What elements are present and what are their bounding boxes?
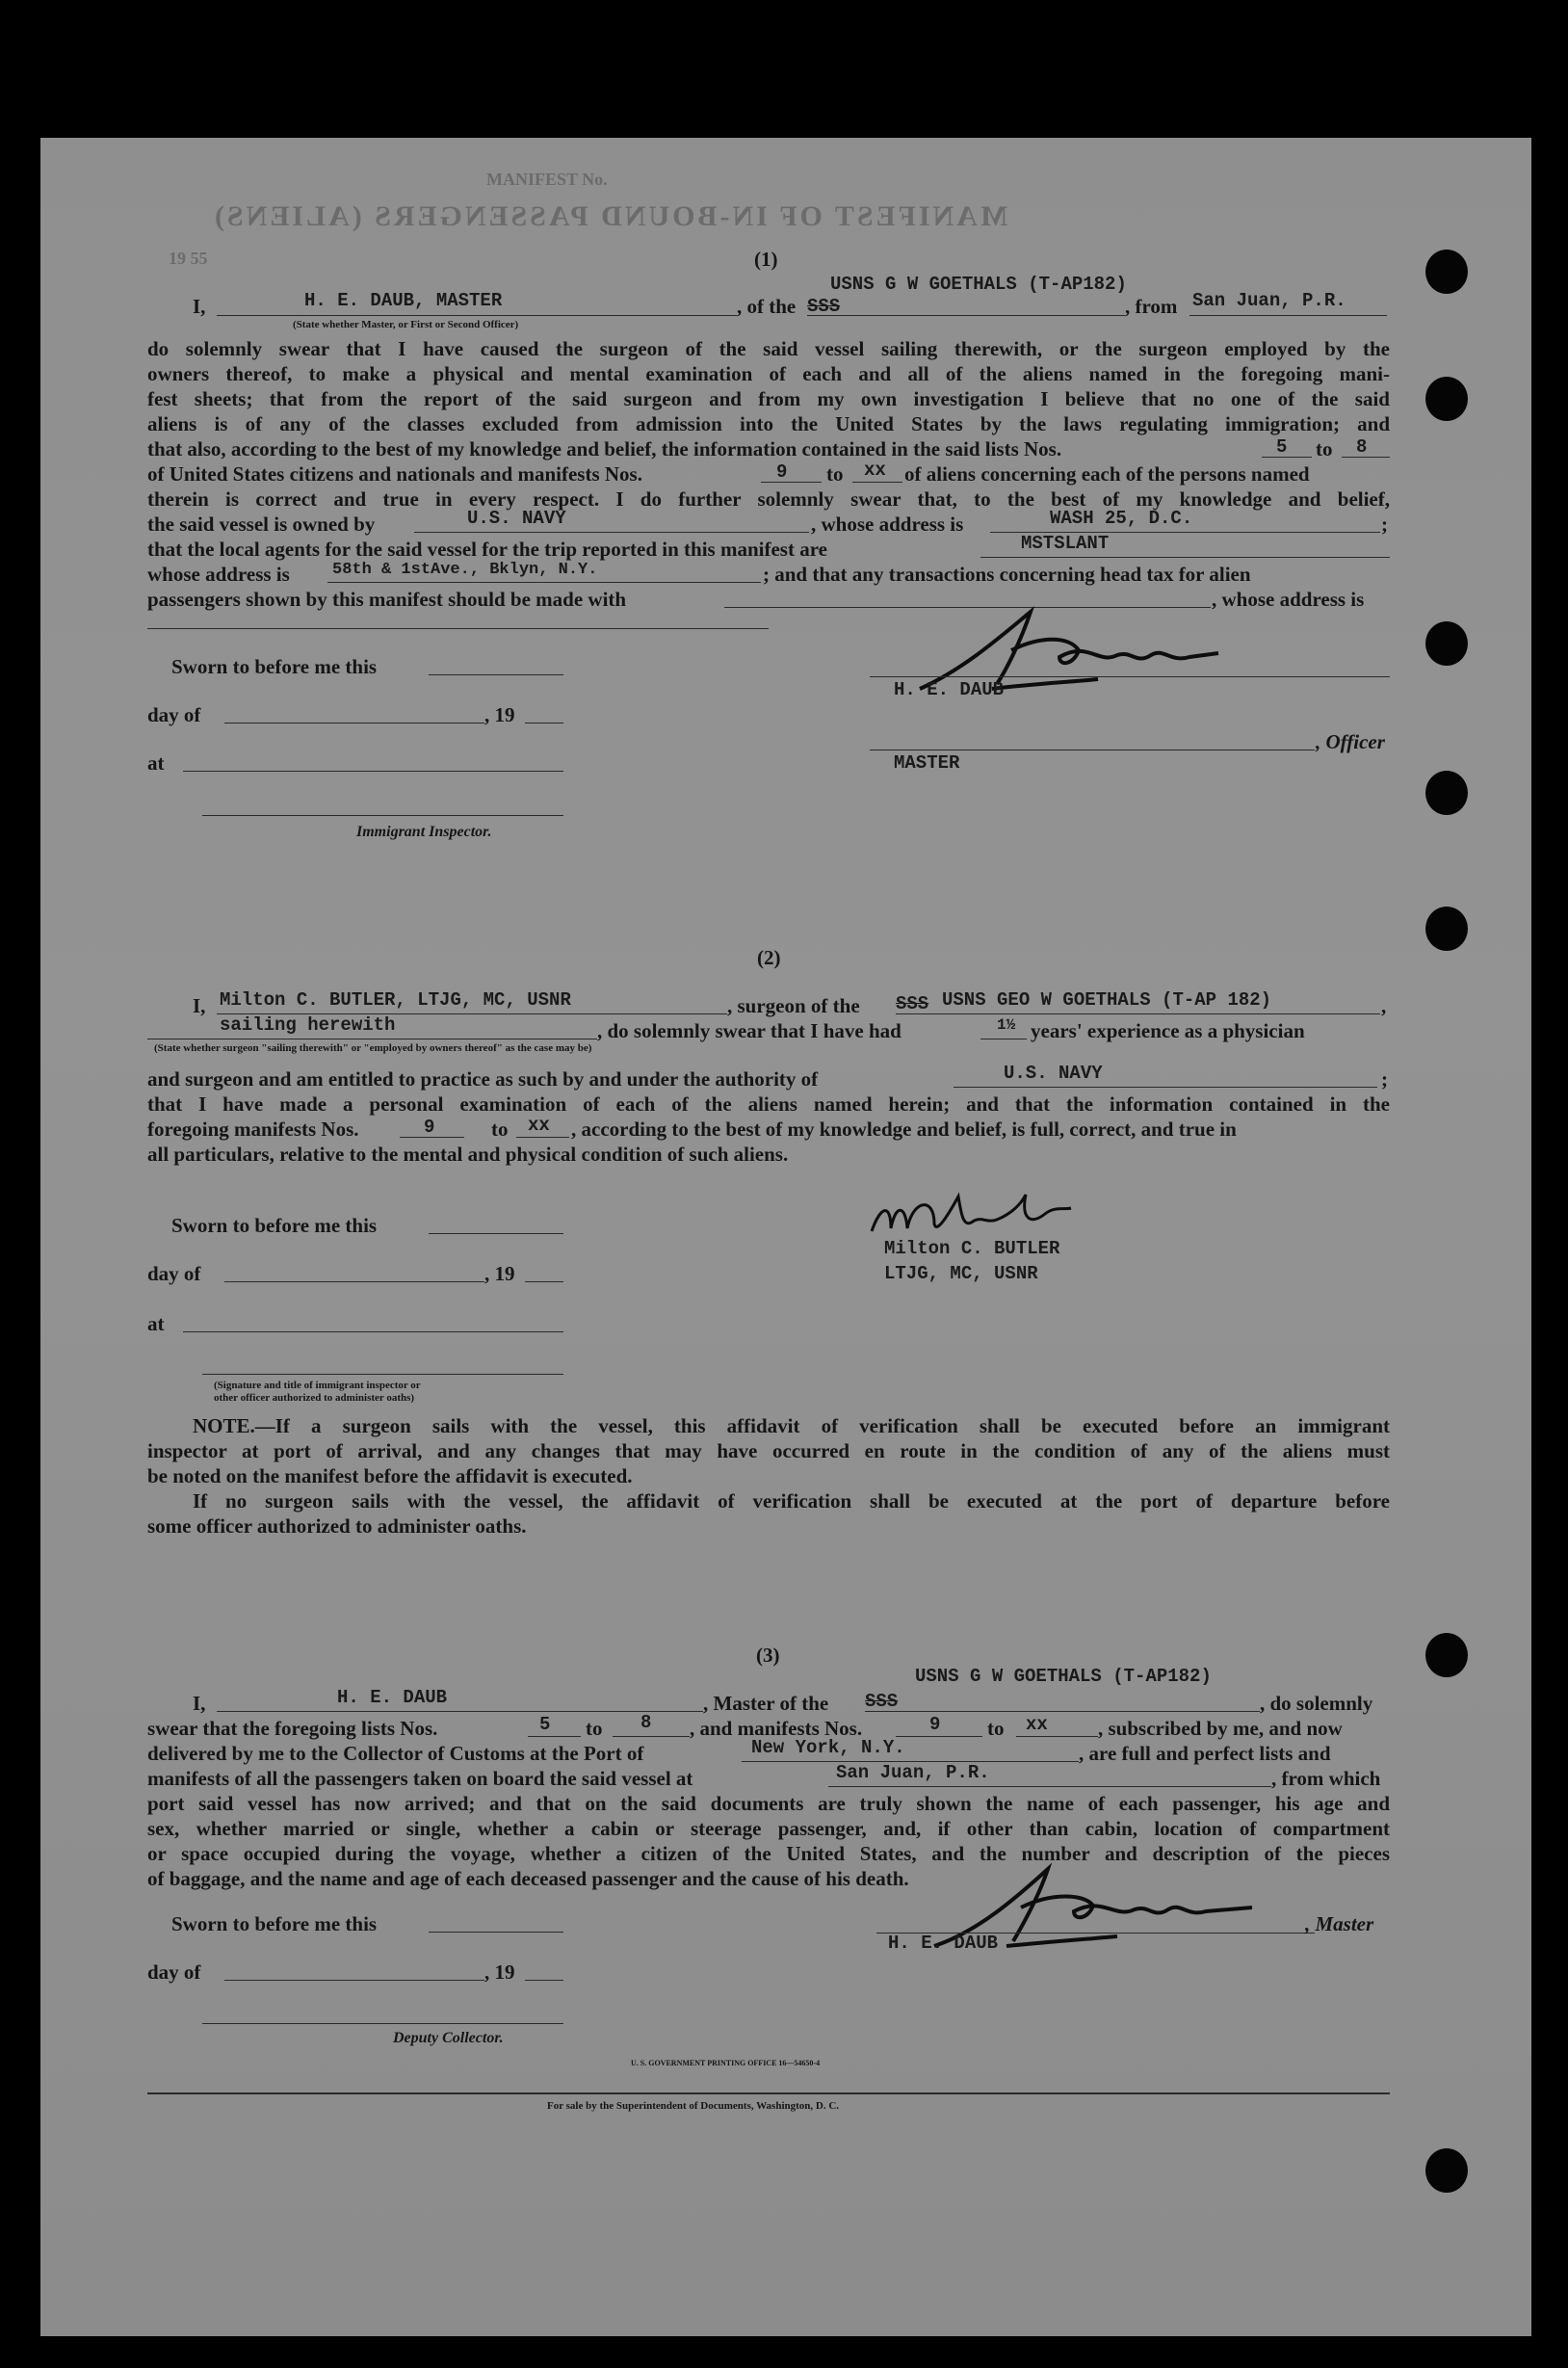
s3-departure-port: San Juan, P.R.	[836, 1762, 990, 1783]
s2-surgeon-of-the: , surgeon of the	[727, 994, 860, 1017]
s1-para-line-4: aliens is of any of the classes excluded from admission into the United States by the laws regulating immigration; and	[147, 412, 1390, 435]
s1-agents-label: that the local agents for the said vessel for the trip reported in this manifest are	[147, 538, 827, 561]
punch-hole-2	[1425, 377, 1468, 421]
s1-sworn-label: Sworn to before me this	[171, 655, 378, 678]
s3-subscribed: , subscribed by me, and now	[1098, 1717, 1343, 1740]
s2-surgeon-name: Milton C. BUTLER, LTJG, MC, USNR	[220, 989, 571, 1011]
s2-years-text: years' experience as a physician	[1031, 1019, 1305, 1042]
s3-lists-label: swear that the foregoing lists Nos.	[147, 1717, 438, 1740]
s2-note2-line-2: some officer authorized to administer oaths.	[147, 1514, 527, 1538]
s3-last-line: of baggage, and the name and age of each deceased passenger and the cause of his death.	[147, 1867, 909, 1890]
s3-port: New York, N.Y.	[751, 1737, 905, 1758]
s2-sworn-label: Sworn to before me this	[171, 1214, 378, 1237]
s1-para-line-2: owners thereof, to make a physical and mental examination of each and all of the aliens named in the foregoing mani-	[147, 362, 1390, 385]
s3-sworn-label: Sworn to before me this	[171, 1912, 378, 1935]
punch-hole-5	[1425, 907, 1468, 951]
s3-lists-to: 8	[640, 1712, 652, 1733]
s1-inspector-caption: Immigrant Inspector.	[356, 824, 492, 840]
s1-from-port: San Juan, P.R.	[1192, 290, 1346, 311]
s3-lists-from: 5	[539, 1714, 551, 1735]
s2-day-of-label: day of	[147, 1262, 201, 1285]
s1-state-caption: (State whether Master, or First or Second Officer)	[293, 319, 519, 330]
s2-signer-name: Milton C. BUTLER	[884, 1238, 1060, 1259]
s2-note-line-1: NOTE.—If a surgeon sails with the vessel, this affidavit of verification shall be executed before an immigrant	[193, 1414, 1390, 1437]
s2-authority: U.S. NAVY	[1004, 1063, 1103, 1084]
s3-vessel-strike: SSS	[865, 1691, 899, 1712]
s3-port-label: delivered by me to the Collector of Customs at the Port of	[147, 1742, 644, 1765]
s1-vessel-name: USNS G W GOETHALS (T-AP182)	[830, 274, 1127, 295]
s1-line10-tail: ; and that any transactions concerning head tax for alien	[763, 563, 1251, 586]
punch-hole-4	[1425, 771, 1468, 815]
s2-manifests-from: 9	[424, 1117, 435, 1138]
s2-line4: that I have made a personal examination of each of the aliens named herein; and that the information contained in the	[147, 1092, 1390, 1116]
s1-line7: therein is correct and true in every respect. I do further solemnly swear that, to the best of my knowledge and belief,	[147, 487, 1390, 511]
faded-year: 19 55	[169, 249, 208, 268]
s2-signer-title: LTJG, MC, USNR	[884, 1263, 1038, 1284]
s2-sailing-value: sailing herewith	[220, 1014, 396, 1036]
s3-master-name: H. E. DAUB	[337, 1687, 448, 1708]
s3-para-line-3: or space occupied during the voyage, whether a citizen of the United States, and the number and description of the pieces	[147, 1842, 1390, 1865]
s1-officer-label: , Officer	[1316, 730, 1385, 753]
s1-from-label: , from	[1125, 295, 1178, 318]
punch-hole-7	[1425, 2148, 1468, 2193]
s1-day-of-label: day of	[147, 703, 201, 726]
s3-departure-tail: , from which	[1271, 1767, 1381, 1790]
s2-year-label: , 19	[484, 1262, 515, 1285]
s2-i-label: I,	[193, 994, 206, 1017]
s1-owner: U.S. NAVY	[467, 508, 566, 529]
punch-hole-3	[1425, 621, 1468, 666]
s1-whose-address: , whose address is	[1212, 588, 1365, 611]
s1-vessel-strike: SSS	[807, 296, 841, 317]
s2-signature-caption-2: other officer authorized to administer oaths)	[214, 1392, 415, 1404]
s2-vessel-strike: SSS	[896, 993, 929, 1014]
section-3-number: (3)	[756, 1644, 780, 1667]
s1-agents-address-label: whose address is	[147, 563, 290, 586]
s3-day-of-label: day of	[147, 1960, 201, 1984]
punch-hole-6	[1425, 1633, 1468, 1677]
s3-para-line-1: port said vessel has now arrived; and that on the said documents are truly shown the name of each passenger, his age and	[147, 1792, 1390, 1815]
s2-line5-tail: , according to the best of my knowledge and belief, is full, correct, and true in	[571, 1118, 1237, 1141]
s3-solemnly: , do solemnly	[1260, 1692, 1373, 1715]
s2-line6: all particulars, relative to the mental and physical condition of such aliens.	[147, 1143, 789, 1166]
s1-lists-to-label: to	[1316, 437, 1333, 460]
s2-signature-caption-1: (Signature and title of immigrant inspector or	[214, 1380, 421, 1391]
s3-i-label: I,	[193, 1692, 206, 1715]
s1-lists-from: 5	[1276, 436, 1288, 458]
s1-line6-tail: of aliens concerning each of the persons named	[904, 462, 1310, 486]
s1-head-tax-label: passengers shown by this manifest should be made with	[147, 588, 627, 611]
s1-owner-address: WASH 25, D.C.	[1050, 508, 1193, 529]
s2-state-caption: (State whether surgeon "sailing therewith" or "employed by owners thereof" as the case may be)	[154, 1042, 592, 1054]
s3-year-label: , 19	[484, 1960, 515, 1984]
s1-manifests-from: 9	[776, 461, 788, 483]
s2-at-label: at	[147, 1312, 165, 1335]
s3-departure-label: manifests of all the passengers taken on board the said vessel at	[147, 1767, 693, 1790]
faded-manifest-no: MANIFEST No.	[486, 170, 608, 189]
s1-signer-title: MASTER	[894, 752, 960, 774]
s1-agents-address: 58th & 1stAve., Bklyn, N.Y.	[332, 561, 598, 579]
s2-manifests-to: xx	[528, 1115, 550, 1136]
s3-manifests-to: xx	[1026, 1714, 1048, 1735]
s1-i-label: I,	[193, 295, 206, 318]
s1-para-line-3: fest sheets; that from the report of the said surgeon and from my own investigation I believe that no one of the said	[147, 387, 1390, 410]
footer-sale: For sale by the Superintendent of Documents, Washington, D. C.	[547, 2100, 840, 2112]
s2-vessel-comma: ,	[1381, 994, 1387, 1017]
punch-hole-1	[1425, 250, 1468, 294]
s1-owned-by-label: the said vessel is owned by	[147, 513, 376, 536]
s2-years: 1½	[997, 1016, 1016, 1034]
s3-para-line-2: sex, whether married or single, whether a cabin or steerage passenger, and, if other than cabin, location of compartment	[147, 1817, 1390, 1840]
s1-of-the: , of the	[737, 295, 797, 318]
s2-swear-text: , do solemnly swear that I have had	[597, 1019, 902, 1042]
s3-manifests-to-label: to	[987, 1717, 1005, 1740]
s3-master-of-the: , Master of the	[703, 1692, 829, 1715]
s1-at-label: at	[147, 751, 165, 775]
s2-surgeon-signature	[867, 1185, 1079, 1243]
s2-manifests-to-label: to	[491, 1118, 509, 1141]
s1-line6-text: of United States citizens and nationals and manifests Nos.	[147, 462, 642, 486]
section-2-number: (2)	[757, 946, 781, 969]
s1-agents: MSTSLANT	[1021, 533, 1110, 554]
s2-authority-semicolon: ;	[1381, 1067, 1388, 1091]
s1-line5-text: that also, according to the best of my knowledge and belief, the information contained in the said lists Nos.	[147, 437, 1062, 460]
s1-manifests-to: xx	[864, 460, 886, 481]
s2-foregoing-label: foregoing manifests Nos.	[147, 1118, 359, 1141]
s1-master-name: H. E. DAUB, MASTER	[304, 290, 503, 311]
s3-master-label: , Master	[1305, 1912, 1374, 1935]
s2-note-line-2: inspector at port of arrival, and any changes that may have occurred en route in the condition of any of the aliens must	[147, 1439, 1390, 1462]
s1-signer-name: H. E. DAUB	[894, 679, 1005, 700]
s1-year-label: , 19	[484, 703, 515, 726]
s3-manifests-from: 9	[929, 1714, 941, 1735]
s1-owner-semicolon: ;	[1381, 513, 1388, 536]
s3-port-tail: , are full and perfect lists and	[1079, 1742, 1331, 1765]
s2-note2-line-1: If no surgeon sails with the vessel, the affidavit of verification shall be executed at the port of departure before	[193, 1489, 1390, 1513]
s3-vessel-name: USNS G W GOETHALS (T-AP182)	[915, 1666, 1212, 1687]
s3-lists-to-label: to	[586, 1717, 603, 1740]
s1-owner-address-label: , whose address is	[811, 513, 964, 536]
s1-manifests-to-label: to	[826, 462, 844, 486]
footer-gpo: U. S. GOVERNMENT PRINTING OFFICE 16—54650-4	[631, 2059, 821, 2067]
s3-deputy-caption: Deputy Collector.	[393, 2030, 504, 2046]
s2-vessel-name: USNS GEO W GOETHALS (T-AP 182)	[942, 989, 1272, 1011]
s1-para-line-1: do solemnly swear that I have caused the surgeon of the said vessel sailing therewith, or the surgeon employed by the	[147, 337, 1390, 360]
s1-lists-to: 8	[1356, 436, 1368, 458]
s3-manifests-label: , and manifests Nos.	[690, 1717, 863, 1740]
s3-signer-name: H. E. DAUB	[888, 1933, 999, 1954]
s2-authority-label: and surgeon and am entitled to practice as such by and under the authority of	[147, 1067, 819, 1091]
s2-note-line-3: be noted on the manifest before the affidavit is executed.	[147, 1464, 633, 1487]
section-1-number: (1)	[754, 248, 778, 271]
faded-manifest-title: MANIFEST OF IN-BOUND PASSENGERS (ALIENS)	[212, 200, 1008, 232]
